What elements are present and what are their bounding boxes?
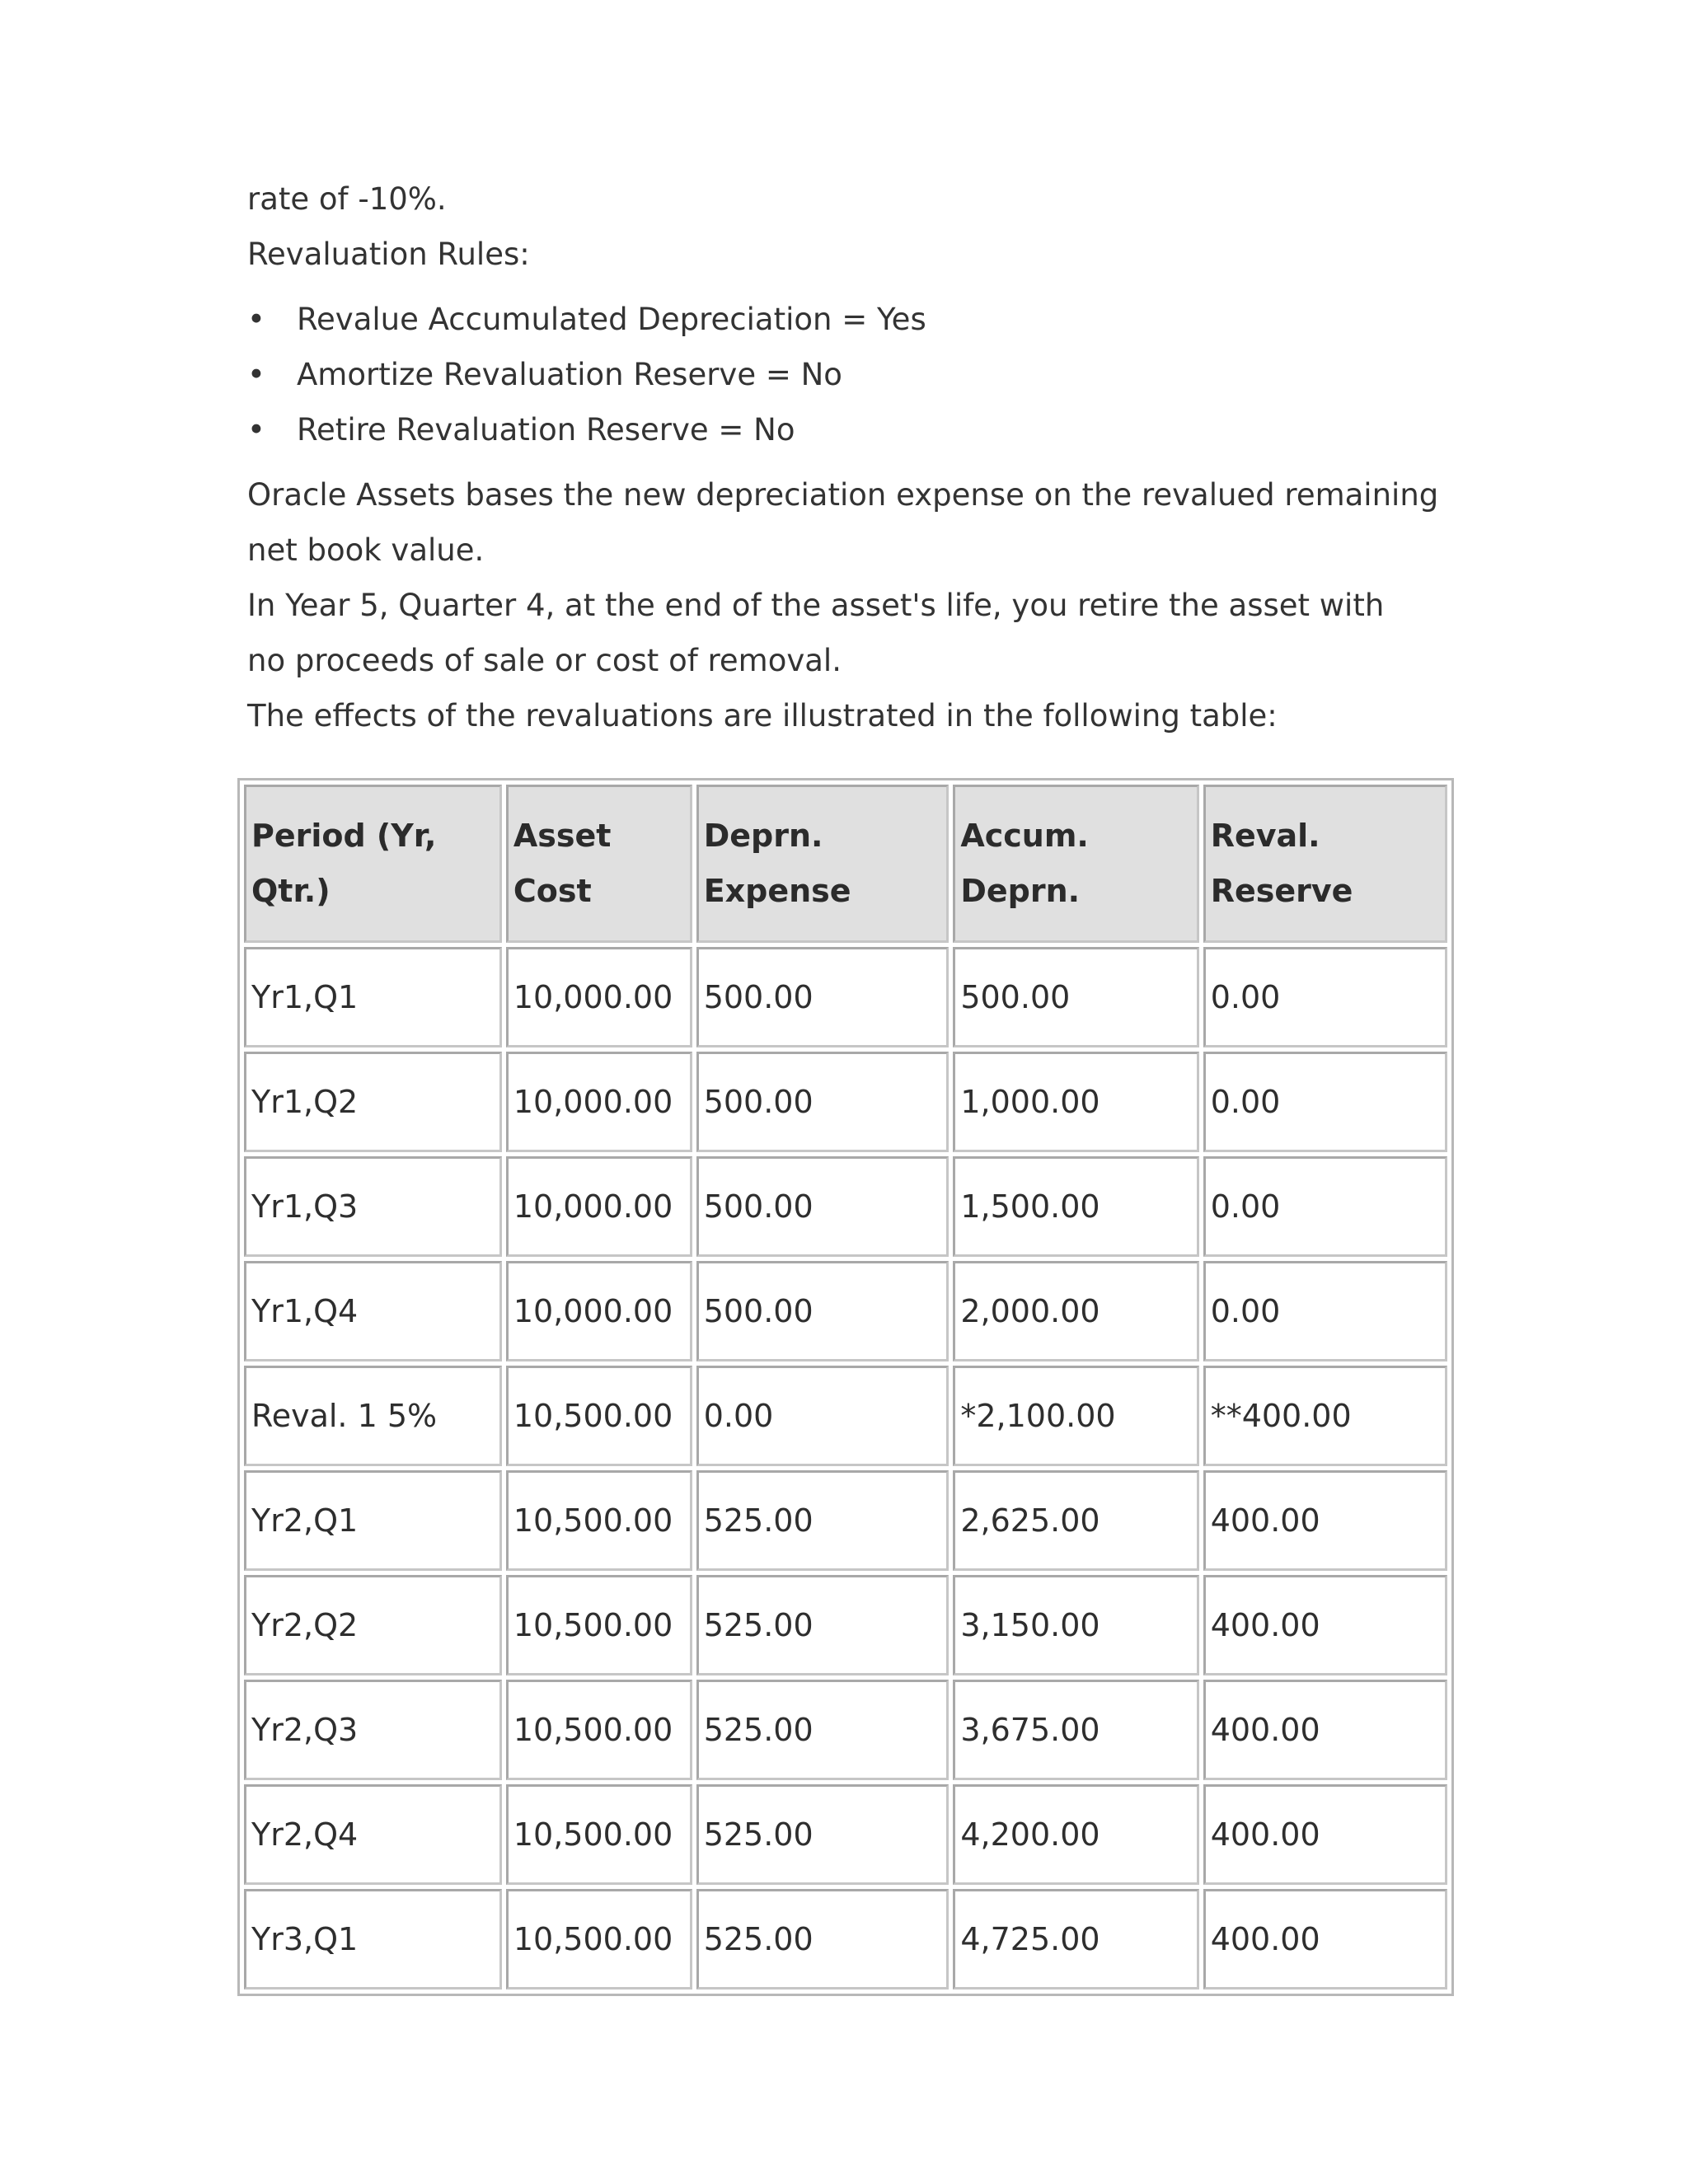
paragraph-line: Oracle Assets bases the new depreciation expense on the revalued remaining [247,477,1439,513]
header-reval-reserve: Reval. Reserve [1203,785,1447,943]
cell-deprn-expense: 525.00 [696,1889,950,1990]
cell-asset-cost: 10,000.00 [506,947,692,1047]
table-row [244,947,1447,1047]
paragraph-line: net book value. [247,532,485,568]
cell-period: Reval. 1 5% [244,1366,502,1466]
rule-text: Retire Revaluation Reserve = No [297,412,795,448]
rules-heading: Revaluation Rules: [247,237,530,272]
cell-asset-cost: 10,500.00 [506,1680,692,1780]
cell-deprn-expense: 525.00 [696,1784,950,1885]
cell-asset-cost: 10,000.00 [506,1052,692,1152]
table-row [244,1261,1447,1361]
cell-period: Yr2,Q4 [244,1784,502,1885]
header-period: Period (Yr, Qtr.) [244,785,502,943]
cell-deprn-expense: 500.00 [696,1156,950,1257]
cell-asset-cost: 10,500.00 [506,1470,692,1571]
header-asset-cost: Asset Cost [506,785,692,943]
cell-reval-reserve: 400.00 [1203,1575,1447,1675]
cell-reval-reserve: 0.00 [1203,947,1447,1047]
intro-rate-line: rate of -10%. [247,181,447,217]
bullet-icon: • [247,357,265,392]
paragraph-line: In Year 5, Quarter 4, at the end of the asset's life, you retire the asset with [247,588,1385,623]
cell-reval-reserve: 400.00 [1203,1470,1447,1571]
table-row [244,1575,1447,1675]
cell-period: Yr2,Q2 [244,1575,502,1675]
cell-reval-reserve: 400.00 [1203,1680,1447,1780]
cell-asset-cost: 10,000.00 [506,1156,692,1257]
rule-text: Amortize Revaluation Reserve = No [297,357,842,392]
cell-reval-reserve: 0.00 [1203,1261,1447,1361]
cell-reval-reserve: 400.00 [1203,1784,1447,1885]
cell-accum-deprn: 2,000.00 [953,1261,1198,1361]
cell-accum-deprn: 4,200.00 [953,1784,1198,1885]
cell-deprn-expense: 500.00 [696,1261,950,1361]
cell-period: Yr3,Q1 [244,1889,502,1990]
cell-asset-cost: 10,500.00 [506,1784,692,1885]
cell-deprn-expense: 0.00 [696,1366,950,1466]
table-row [244,1784,1447,1885]
bullet-icon: • [247,412,265,448]
document-content [247,171,1451,743]
effects-table-container [237,778,1454,1996]
table-row [244,1052,1447,1152]
cell-deprn-expense: 525.00 [696,1680,950,1780]
cell-reval-reserve: 0.00 [1203,1052,1447,1152]
cell-asset-cost: 10,500.00 [506,1366,692,1466]
cell-accum-deprn: 3,150.00 [953,1575,1198,1675]
header-deprn-expense: Deprn. Expense [696,785,950,943]
cell-accum-deprn: 3,675.00 [953,1680,1198,1780]
cell-accum-deprn: *2,100.00 [953,1366,1198,1466]
revaluation-rules-list [247,292,1451,457]
cell-accum-deprn: 1,500.00 [953,1156,1198,1257]
rule-item [247,292,1451,347]
cell-accum-deprn: 500.00 [953,947,1198,1047]
rule-item [247,347,1451,402]
table-row [244,1470,1447,1571]
table-intro-line: The effects of the revaluations are illustrated in the following table: [247,698,1278,733]
cell-asset-cost: 10,000.00 [506,1261,692,1361]
cell-period: Yr1,Q1 [244,947,502,1047]
cell-reval-reserve: **400.00 [1203,1366,1447,1466]
table-row [244,1889,1447,1990]
cell-period: Yr1,Q3 [244,1156,502,1257]
cell-asset-cost: 10,500.00 [506,1889,692,1990]
cell-period: Yr1,Q4 [244,1261,502,1361]
table-row [244,1680,1447,1780]
cell-deprn-expense: 525.00 [696,1470,950,1571]
paragraph-line: no proceeds of sale or cost of removal. [247,643,842,678]
cell-period: Yr2,Q1 [244,1470,502,1571]
cell-deprn-expense: 500.00 [696,947,950,1047]
cell-accum-deprn: 2,625.00 [953,1470,1198,1571]
table-row [244,1156,1447,1257]
cell-accum-deprn: 4,725.00 [953,1889,1198,1990]
header-accum-deprn: Accum. Deprn. [953,785,1198,943]
table-row [244,1366,1447,1466]
rule-item [247,402,1451,457]
rule-text: Revalue Accumulated Depreciation = Yes [297,302,926,337]
cell-reval-reserve: 400.00 [1203,1889,1447,1990]
bullet-icon: • [247,302,265,337]
cell-asset-cost: 10,500.00 [506,1575,692,1675]
cell-period: Yr2,Q3 [244,1680,502,1780]
table-header-row [244,785,1447,943]
cell-deprn-expense: 500.00 [696,1052,950,1152]
revaluation-effects-table [237,778,1454,1996]
cell-reval-reserve: 0.00 [1203,1156,1447,1257]
body-text [247,467,1451,743]
cell-deprn-expense: 525.00 [696,1575,950,1675]
cell-accum-deprn: 1,000.00 [953,1052,1198,1152]
cell-period: Yr1,Q2 [244,1052,502,1152]
